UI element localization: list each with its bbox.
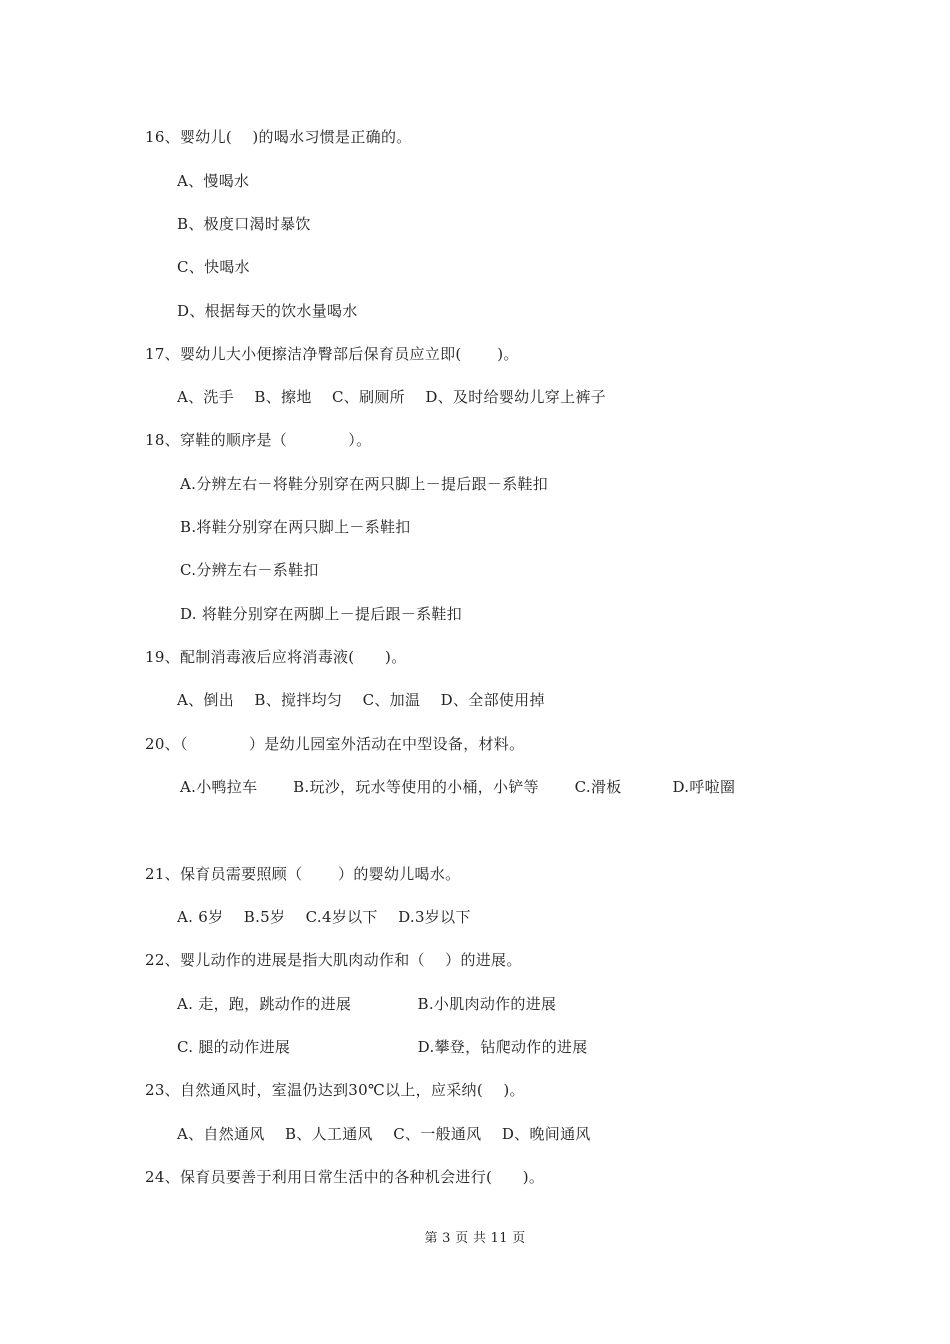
question-16-stem: 16、婴幼儿( )的喝水习惯是正确的。 (145, 128, 412, 146)
question-16-option-c: C、快喝水 (177, 258, 250, 276)
question-18-option-d: D. 将鞋分别穿在两脚上－提后跟－系鞋扣 (180, 605, 463, 623)
question-22-options-row-2: C. 腿的动作进展 D.攀登，钻爬动作的进展 (177, 1038, 588, 1056)
question-21-options: A. 6岁 B.5岁 C.4岁以下 D.3岁以下 (177, 908, 471, 926)
question-18-option-b: B.将鞋分别穿在两只脚上－系鞋扣 (180, 518, 411, 536)
question-16-option-d: D、根据每天的饮水量喝水 (177, 302, 358, 320)
page-footer: 第 3 页 共 11 页 (424, 1231, 526, 1246)
question-21-stem: 21、保育员需要照顾（ ）的婴幼儿喝水。 (145, 865, 461, 883)
question-20-options: A.小鸭拉车 B.玩沙，玩水等使用的小桶，小铲等 C.滑板 D.呼啦圈 (180, 778, 736, 796)
question-18-option-c: C.分辨左右－系鞋扣 (180, 561, 319, 579)
question-22-stem: 22、婴儿动作的进展是指大肌肉动作和（ ）的进展。 (145, 951, 522, 969)
question-19-stem: 19、配制消毒液后应将消毒液( )。 (145, 648, 407, 666)
question-16-option-b: B、极度口渴时暴饮 (177, 215, 311, 233)
question-20-stem: 20、（ ）是幼儿园室外活动在中型设备，材料。 (145, 735, 525, 753)
question-18-stem: 18、穿鞋的顺序是（ ）。 (145, 431, 372, 449)
question-23-options: A、自然通风 B、人工通风 C、一般通风 D、晚间通风 (177, 1125, 591, 1143)
question-16-option-a: A、慢喝水 (177, 172, 250, 190)
question-22-options-row-1: A. 走，跑，跳动作的进展 B.小肌肉动作的进展 (177, 995, 557, 1013)
question-19-options: A、倒出 B、搅拌均匀 C、加温 D、全部使用掉 (177, 691, 545, 709)
question-24-stem: 24、保育员要善于利用日常生活中的各种机会进行( )。 (145, 1168, 545, 1186)
question-18-option-a: A.分辨左右－将鞋分别穿在两只脚上－提后跟－系鞋扣 (180, 475, 549, 493)
question-23-stem: 23、自然通风时，室温仍达到30℃以上，应采纳( )。 (145, 1081, 525, 1099)
question-17-options: A、洗手 B、擦地 C、刷厕所 D、及时给婴幼儿穿上裤子 (177, 388, 606, 406)
question-17-stem: 17、婴幼儿大小便擦洁净臀部后保育员应立即( )。 (145, 345, 519, 363)
